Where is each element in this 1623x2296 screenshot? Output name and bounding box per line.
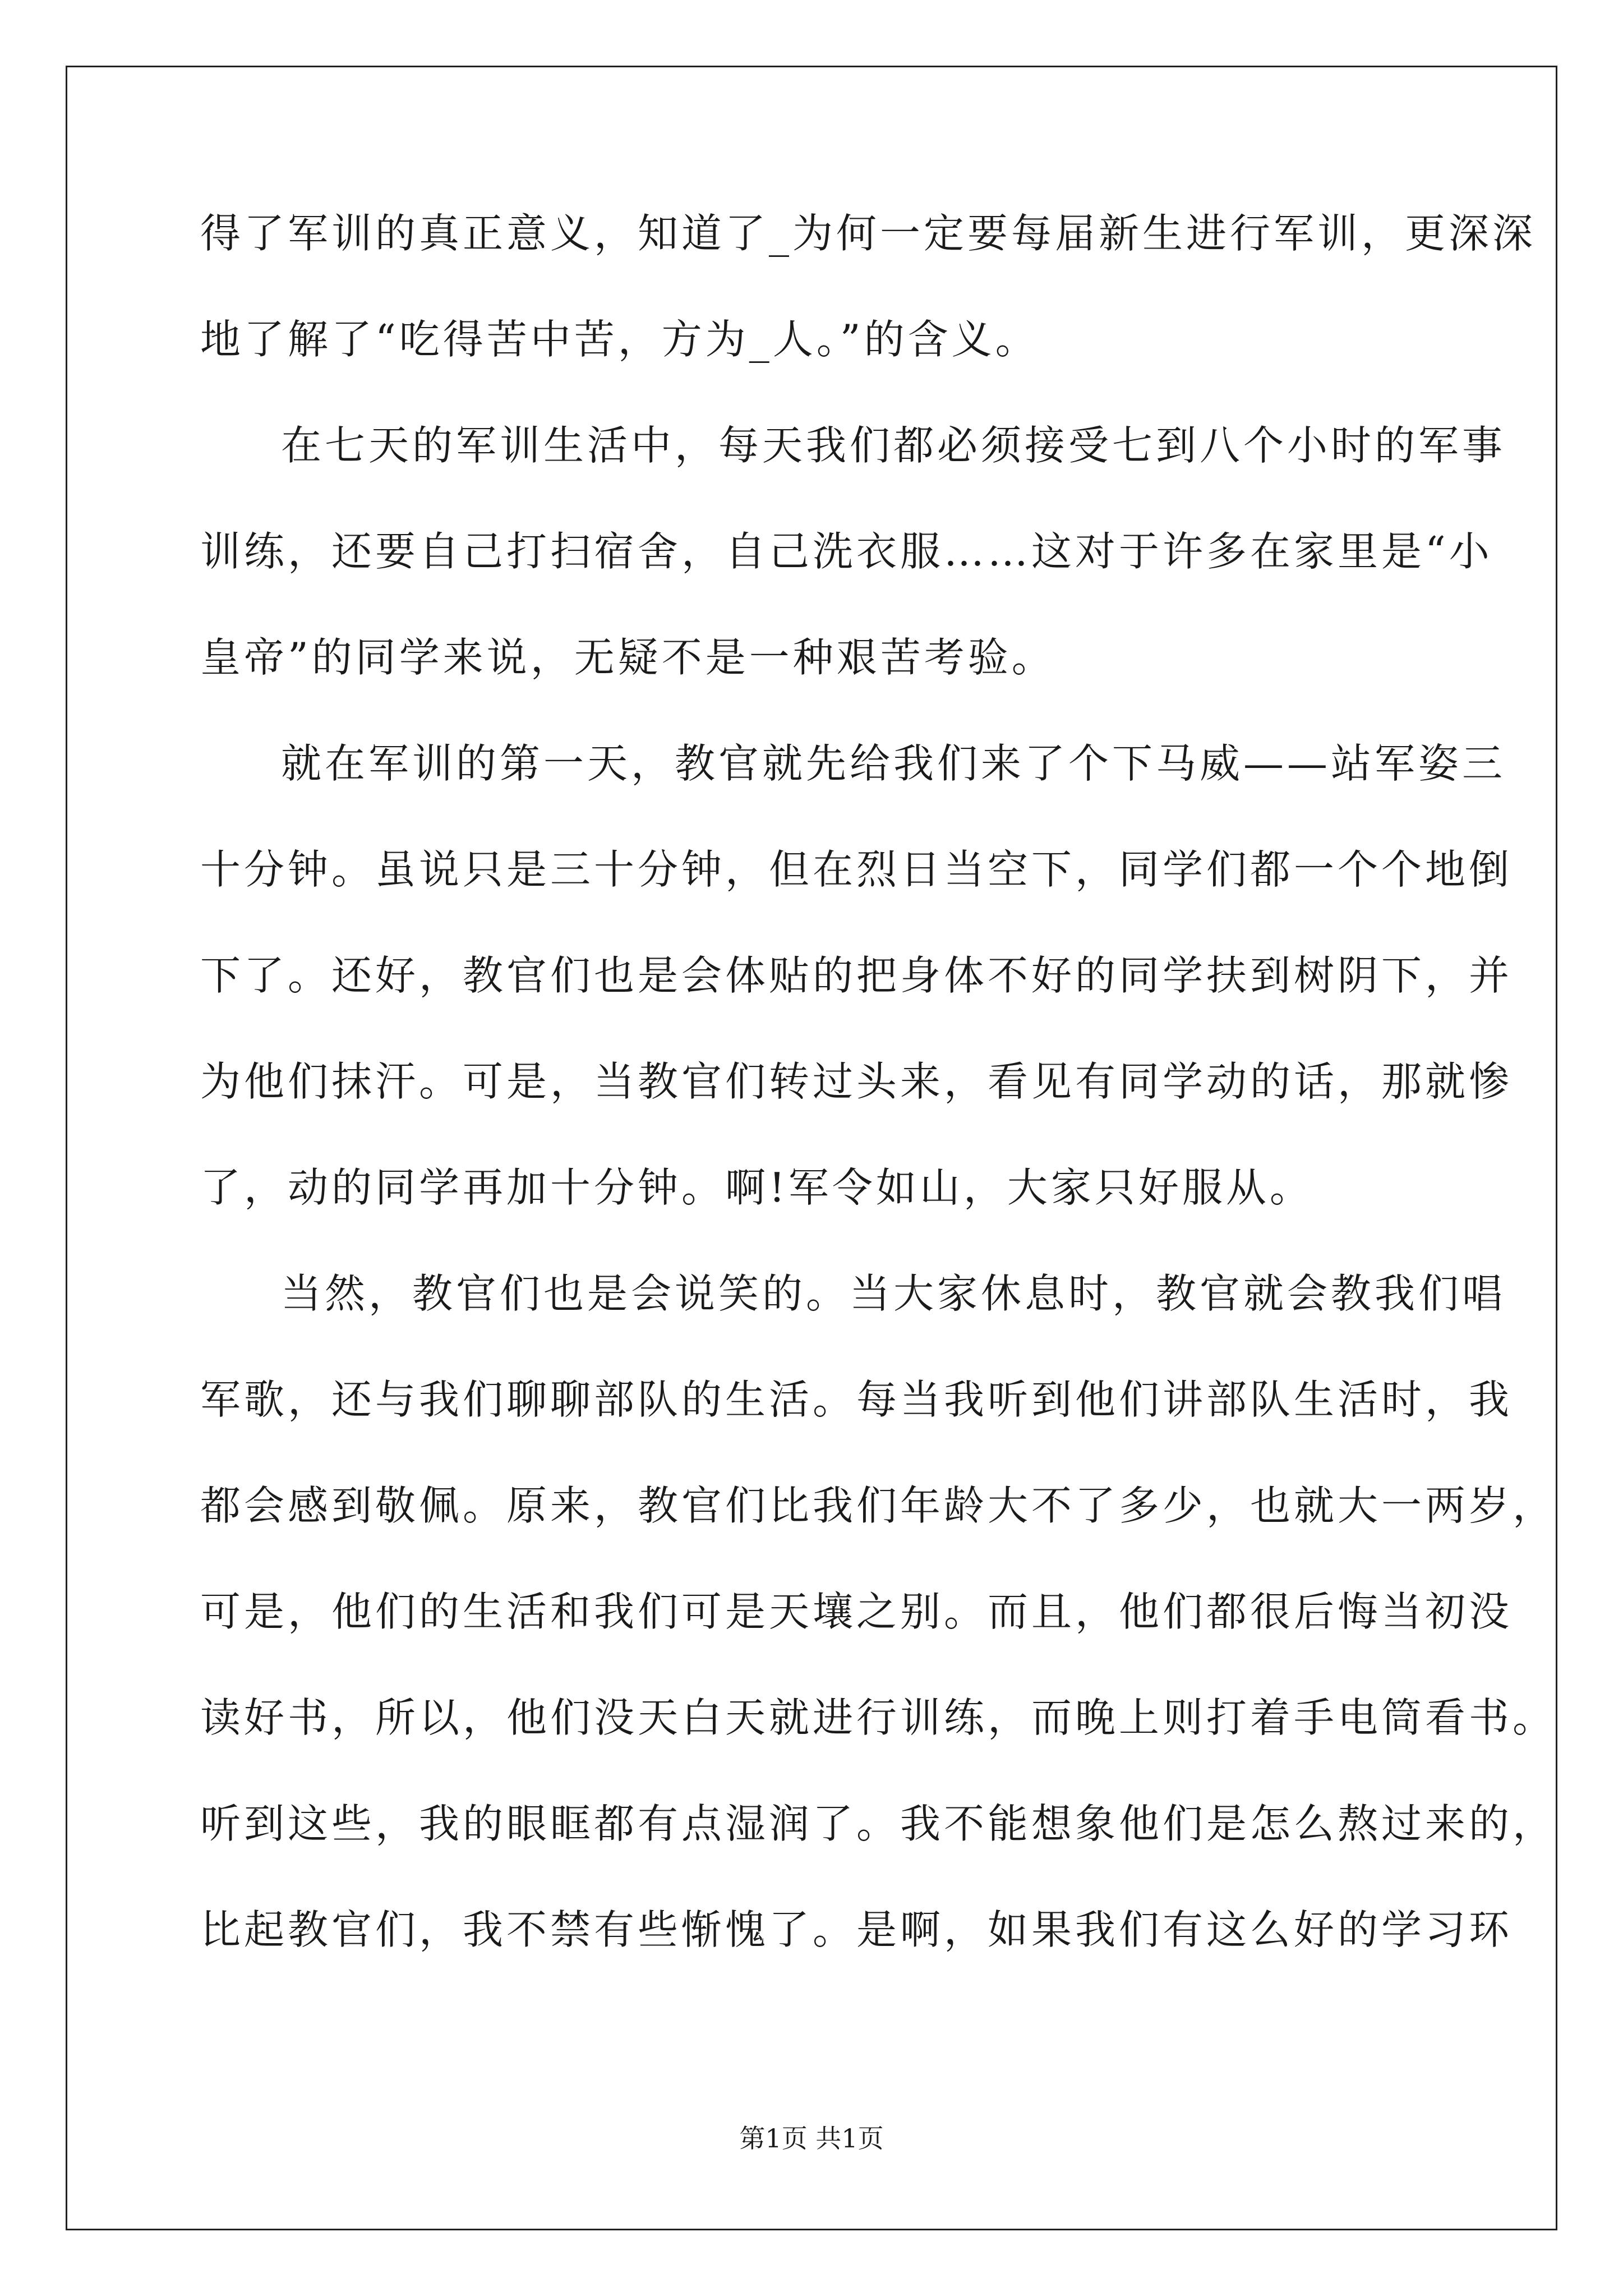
text-line-4: 训练，还要自己打扫宿舍，自己洗衣服……这对于许多在家里是“小 bbox=[200, 528, 1493, 575]
text-line-10: 了，动的同学再加十分钟。啊!军令如山，大家只好服从。 bbox=[200, 1164, 1313, 1211]
text-line-7: 十分钟。虽说只是三十分钟，但在烈日当空下，同学们都一个个地倒 bbox=[200, 846, 1513, 893]
text-line-1: 得了军训的真正意义，知道了_为何一定要每届新生进行军训，更深深 bbox=[200, 210, 1537, 257]
text-line-17: 比起教官们，我不禁有些惭愧了。是啊，如果我们有这么好的学习环 bbox=[200, 1906, 1513, 1953]
text-line-11: 当然，教官们也是会说笑的。当大家休息时，教官就会教我们唱 bbox=[281, 1270, 1506, 1317]
text-line-13: 都会感到敬佩。原来，教官们比我们年龄大不了多少，也就大一两岁， bbox=[200, 1482, 1557, 1529]
text-line-15: 读好书，所以，他们没天白天就进行训练，而晚上则打着手电筒看书。 bbox=[200, 1694, 1557, 1741]
text-line-8: 下了。还好，教官们也是会体贴的把身体不好的同学扶到树阴下，并 bbox=[200, 952, 1513, 999]
text-line-14: 可是，他们的生活和我们可是天壤之别。而且，他们都很后悔当初没 bbox=[200, 1588, 1513, 1635]
text-line-2: 地了解了“吃得苦中苦，方为_人。”的含义。 bbox=[200, 316, 1039, 363]
text-line-9: 为他们抹汗。可是，当教官们转过头来，看见有同学动的话，那就惨 bbox=[200, 1058, 1513, 1105]
text-line-16: 听到这些，我的眼眶都有点湿润了。我不能想象他们是怎么熬过来的， bbox=[200, 1800, 1557, 1847]
page-number-footer: 第1页 共1页 bbox=[739, 2123, 884, 2154]
text-line-12: 军歌，还与我们聊聊部队的生活。每当我听到他们讲部队生活时，我 bbox=[200, 1376, 1513, 1423]
document-body bbox=[200, 210, 1557, 2016]
text-line-3: 在七天的军训生活中，每天我们都必须接受七到八个小时的军事 bbox=[281, 422, 1506, 469]
text-line-6: 就在军训的第一天，教官就先给我们来了个下马威——站军姿三 bbox=[281, 740, 1506, 787]
text-line-5: 皇帝”的同学来说，无疑不是一种艰苦考验。 bbox=[200, 634, 1055, 681]
